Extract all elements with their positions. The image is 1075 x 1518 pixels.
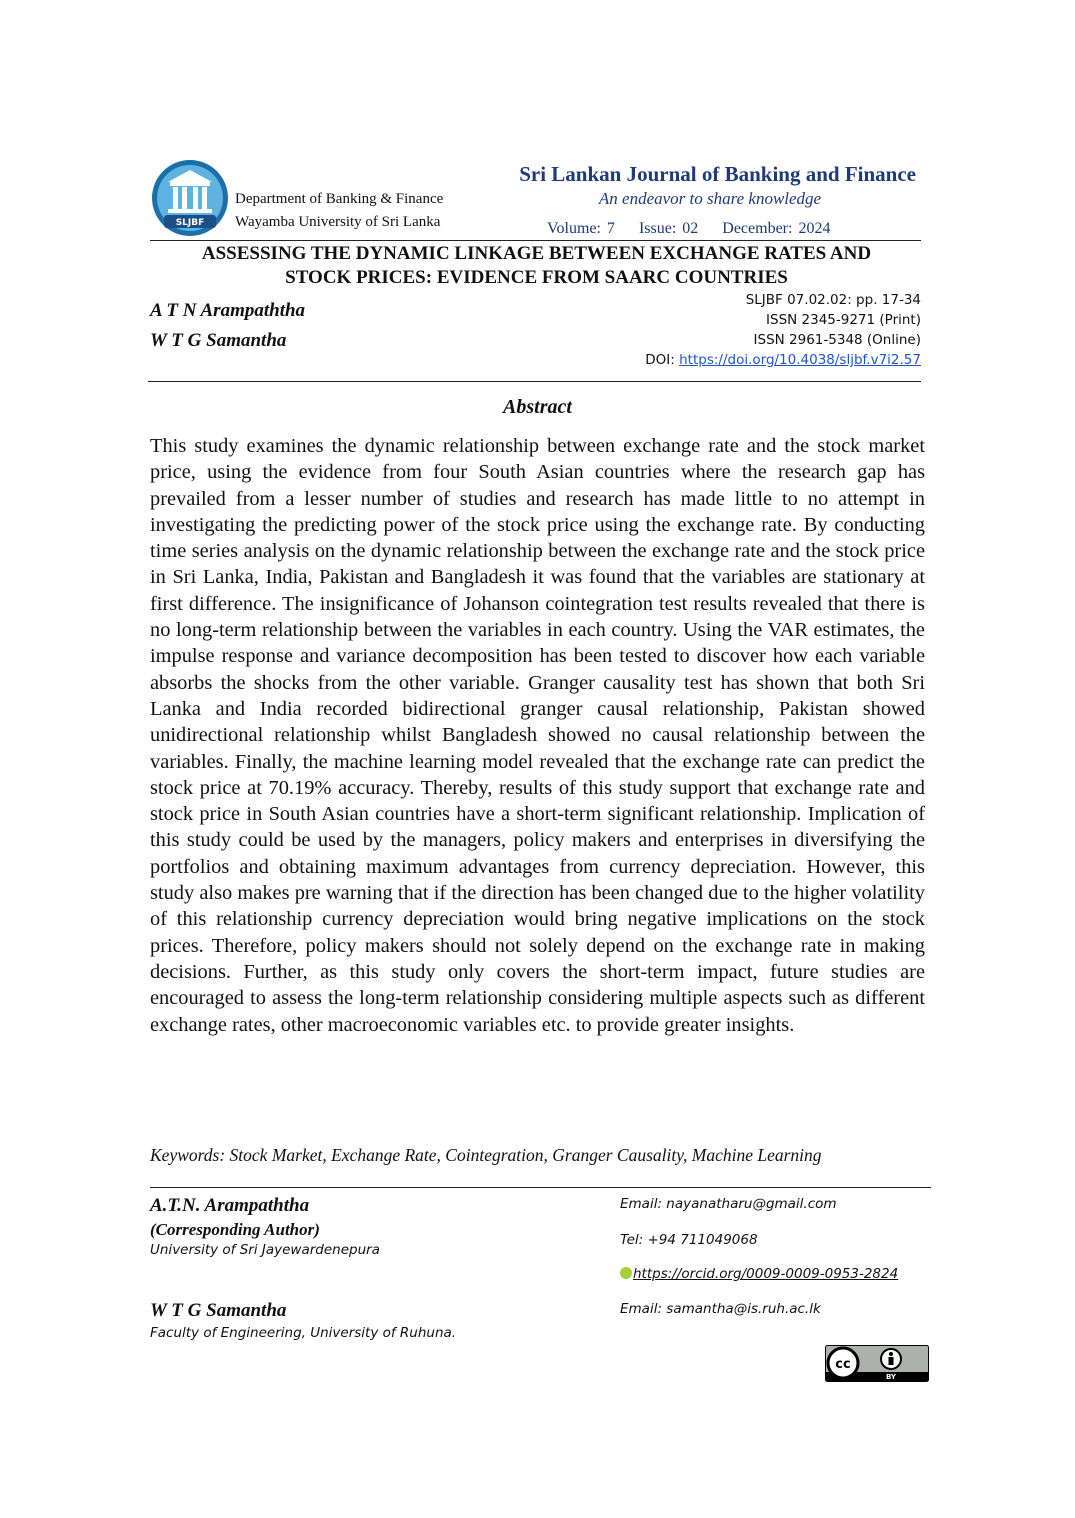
- author1-name: A.T.N. Arampaththa: [150, 1195, 310, 1216]
- author-1: A T N Arampaththa: [150, 300, 306, 321]
- author-list: [150, 296, 305, 356]
- orcid-link[interactable]: https://orcid.org/0009-0009-0953-2824: [633, 1266, 899, 1282]
- sljbf-logo: [150, 158, 230, 238]
- header-rule: [150, 240, 921, 241]
- orcid-line[interactable]: [620, 1266, 898, 1282]
- citation: SLJBF 07.02.02: pp. 17-34: [745, 292, 921, 308]
- paper-title-line1: ASSESSING THE DYNAMIC LINKAGE BETWEEN EXCHANGE RATES AND: [201, 243, 872, 264]
- author-2: W T G Samantha: [150, 330, 287, 351]
- publication-meta: [600, 290, 921, 370]
- issue-date: December: 2024: [722, 220, 831, 237]
- paper-title: [148, 242, 925, 290]
- svg-text:cc: cc: [835, 1357, 851, 1372]
- volume: Volume: 7: [547, 220, 615, 237]
- section-rule: [148, 381, 921, 382]
- keywords: Keywords: Stock Market, Exchange Rate, Cointegration, Granger Causality, Machine Learning: [150, 1145, 822, 1165]
- abstract-body: This study examines the dynamic relationship between exchange rate and the stock market price, using the evidence from four South Asian countries where the research gap has prevailed from a lesser number of studies and research has made little to no attempt in investigating the predicting power of the stock price using the exchange rate. By conducting time series analysis on the dynamic relationship between the exchange rate and the stock price in Sri Lanka, India, Pakistan and Bangladesh it was found that the variables are stationary at first difference. The insignificance of Johanson cointegration test results revealed that there is no long-term relationship between the variables in each country. Using the VAR estimates, the impulse response and variance decomposition has been tested to discover how each variable absorbs the shocks from the other variable. Granger causality test has shown that both Sri Lanka and India recorded bidirectional granger causal relationship, Pakistan showed unidirectional relationship whilst Bangladesh showed no causal relationship between the variables. Finally, the machine learning model revealed that the exchange rate can predict the stock price at 70.19% accuracy. Thereby, results of this study support that exchange rate and stock price in South Asian countries have a short-term significant relationship. Implication of this study could be used by the managers, policy makers and enterprises in diversifying the portfolios and obtaining maximum advantages from currency depreciation. However, this study also makes pre warning that if the direction has been changed due to the higher volatility of this relationship currency depreciation would bring negative implications on the stock prices. Therefore, policy makers should not solely depend on the exchange rate in making decisions. Further, as this study only covers the short-term impact, future studies are encouraged to assess the long-term relationship considering multiple aspects such as different exchange rates, other macroeconomic variables etc. to provide greater insights.: [150, 435, 925, 1036]
- svg-text:SLJBF: SLJBF: [175, 218, 205, 228]
- paper-title-line2: STOCK PRICES: EVIDENCE FROM SAARC COUNTRIES: [285, 267, 788, 288]
- volume-issue-line: [547, 220, 854, 238]
- footer-rule: [150, 1187, 931, 1188]
- doi-line: [600, 350, 921, 370]
- orcid-icon: [620, 1267, 632, 1279]
- author1-role: (Corresponding Author): [150, 1220, 320, 1239]
- abstract-heading: Abstract: [503, 396, 572, 418]
- journal-tagline: An endeavor to share knowledge: [598, 189, 822, 208]
- issn-online: ISSN 2961-5348 (Online): [753, 332, 921, 348]
- creative-commons-by-icon: [825, 1345, 929, 1382]
- department-name: Department of Banking & Finance: [235, 191, 444, 207]
- department-block: [235, 188, 443, 234]
- author1-affiliation: University of Sri Jayewardenepura: [150, 1242, 380, 1258]
- author2-affiliation: Faculty of Engineering, University of Ruhuna.: [150, 1325, 457, 1341]
- author2-name: W T G Samantha: [150, 1300, 287, 1321]
- svg-text:BY: BY: [885, 1373, 897, 1381]
- author1-phone: Tel: +94 711049068: [620, 1232, 758, 1248]
- doi-link[interactable]: https://doi.org/10.4038/sljbf.v7i2.57: [679, 352, 921, 368]
- university-name: Wayamba University of Sri Lanka: [235, 214, 441, 230]
- issn-print: ISSN 2345-9271 (Print): [766, 312, 921, 328]
- author2-email[interactable]: Email: samantha@is.ruh.ac.lk: [620, 1301, 821, 1317]
- author1-email[interactable]: Email: nayanatharu@gmail.com: [620, 1196, 837, 1212]
- journal-title: Sri Lankan Journal of Banking and Finance: [519, 162, 916, 186]
- doi-label: DOI:: [645, 352, 680, 368]
- issue: Issue: 02: [638, 220, 699, 237]
